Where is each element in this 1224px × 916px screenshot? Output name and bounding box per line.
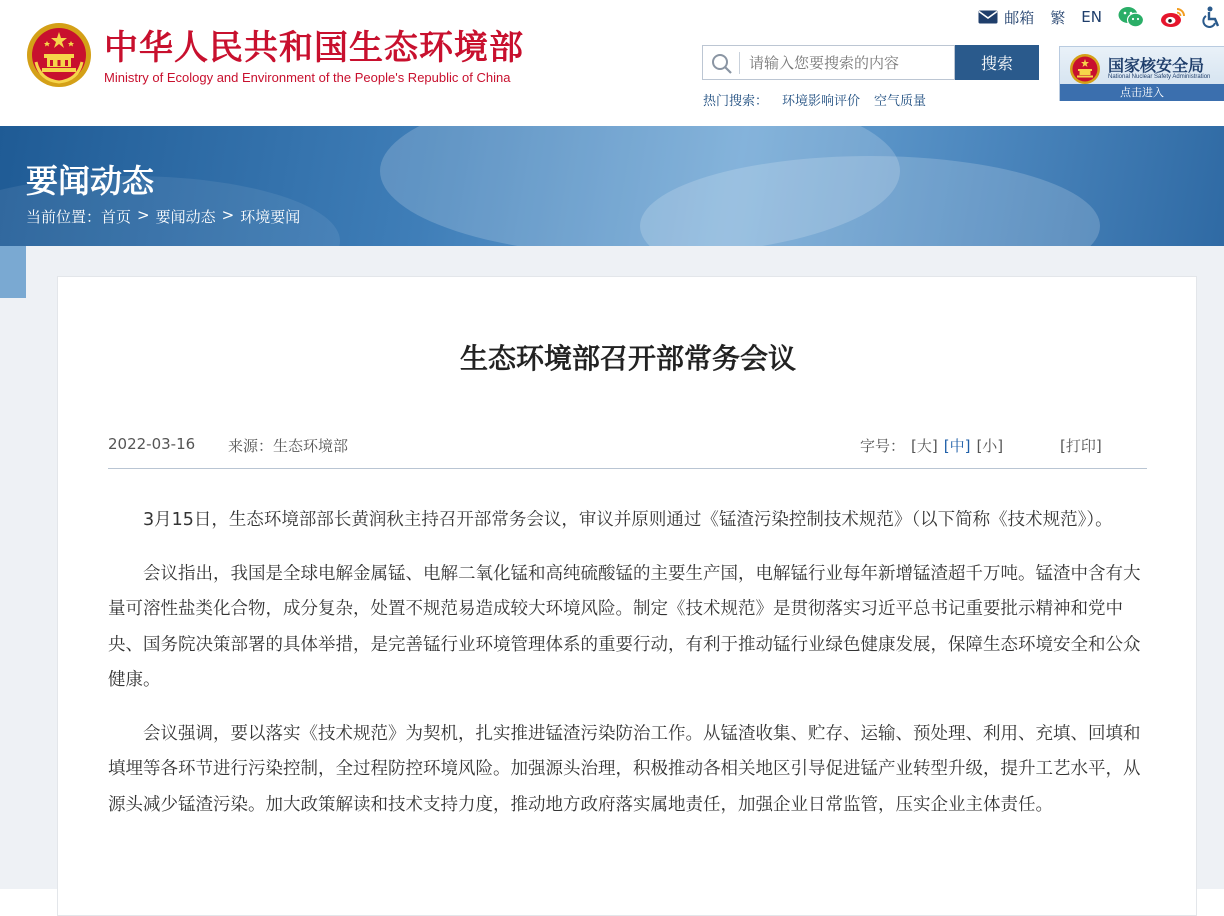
search-icon[interactable] [711, 53, 733, 75]
article-paragraph: 会议指出，我国是全球电解金属锰、电解二氧化锰和高纯硫酸锰的主要生产国，电解锰行业每年新增锰渣超千万吨。锰渣中含有大量可溶性盐类化合物，成分复杂，处置不规范易造成较大环境风险。制定《技术规范》是贯彻落实习近平总书记重要批示精神和党中央、国务院决策部署的具体举措，是完善锰行业环境管理体系的重要行动，有利于推动锰行业绿色健康发展，保障生态环境安全和公众健康。 [108, 563, 1141, 690]
hot-search-item[interactable]: 环境影响评价 [782, 94, 861, 109]
search-divider [739, 52, 740, 74]
accessibility-icon [1202, 6, 1222, 28]
hot-search [703, 90, 940, 109]
hot-search-label: 热门搜索： [703, 94, 769, 109]
traditional-chinese-link[interactable]: 繁 [1050, 8, 1066, 27]
nnsa-emblem-icon [1069, 53, 1101, 85]
mail-icon [978, 10, 998, 24]
article-meta [108, 435, 1147, 469]
search-input[interactable] [749, 49, 949, 77]
print-button[interactable]: [打印] [1060, 437, 1102, 455]
article-paragraph: 会议强调，要以落实《技术规范》为契机，扎实推进锰渣污染防治工作。从锰渣收集、贮存、运输、预处理、利用、充填、回填和填埋等各环节进行污染控制，全过程防控环境风险。加强源头治理，积极推动各相关地区引导促进锰产业转型升级，提升工艺水平，从源头减少锰渣污染。加大政策解读和技术支持力度，推动地方政府落实属地责任，加强企业日常监管，压实企业主体责任。 [108, 723, 1141, 815]
search-button[interactable]: 搜索 [955, 45, 1039, 80]
article-title: 生态环境部召开部常务会议 [459, 342, 796, 375]
font-size-small[interactable]: [小] [976, 437, 1004, 455]
article-paragraph: 3月15日，生态环境部部长黄润秋主持召开部常务会议，审议并原则通过《锰渣污染控制技术规范》（以下简称《技术规范》）。 [143, 510, 1113, 530]
nnsa-name-cn: 国家核安全局 [1108, 56, 1205, 75]
font-size-medium[interactable]: [中] [943, 437, 971, 455]
article-date: 2022-03-16 [108, 435, 196, 453]
article-source: 来源：生态环境部 [228, 437, 349, 455]
breadcrumb-prefix: 当前位置： [26, 208, 102, 226]
section-title: 要闻动态 [26, 162, 155, 200]
wechat-icon [1118, 6, 1144, 28]
search-box [702, 45, 955, 80]
weibo-icon [1160, 6, 1186, 28]
breadcrumb-separator: > [221, 206, 235, 224]
site-header [0, 0, 1224, 126]
font-size-controls [860, 435, 1009, 456]
banner-edge-decoration [0, 246, 26, 298]
breadcrumb-home[interactable]: 首页 [101, 208, 132, 226]
nnsa-name-en: National Nuclear Safety Administration [1108, 74, 1211, 80]
breadcrumb-env-news[interactable]: 环境要闻 [240, 208, 301, 226]
site-title-cn[interactable]: 中华人民共和国生态环境部 [104, 28, 524, 68]
article-card [57, 276, 1197, 916]
breadcrumb-news[interactable]: 要闻动态 [155, 208, 216, 226]
weibo-link[interactable] [1160, 6, 1186, 28]
site-title-en[interactable]: Ministry of Ecology and Environment of the People's Republic of China [104, 70, 511, 85]
wechat-link[interactable] [1118, 6, 1144, 28]
hot-search-item[interactable]: 空气质量 [874, 94, 927, 109]
accessibility-link[interactable] [1202, 6, 1222, 28]
font-size-label: 字号： [860, 437, 906, 455]
mail-link[interactable] [978, 7, 1034, 28]
top-links [962, 4, 1224, 30]
nnsa-enter-label: 点击进入 [1060, 84, 1224, 101]
article-body [108, 503, 1147, 841]
breadcrumb-separator: > [137, 206, 150, 224]
breadcrumb [26, 206, 306, 227]
font-size-large[interactable]: [大] [911, 437, 938, 455]
section-banner [0, 126, 1224, 246]
nnsa-banner-link[interactable] [1059, 46, 1224, 101]
national-emblem-icon[interactable] [26, 22, 92, 88]
mail-label: 邮箱 [1004, 8, 1035, 27]
english-link[interactable]: EN [1081, 8, 1102, 26]
